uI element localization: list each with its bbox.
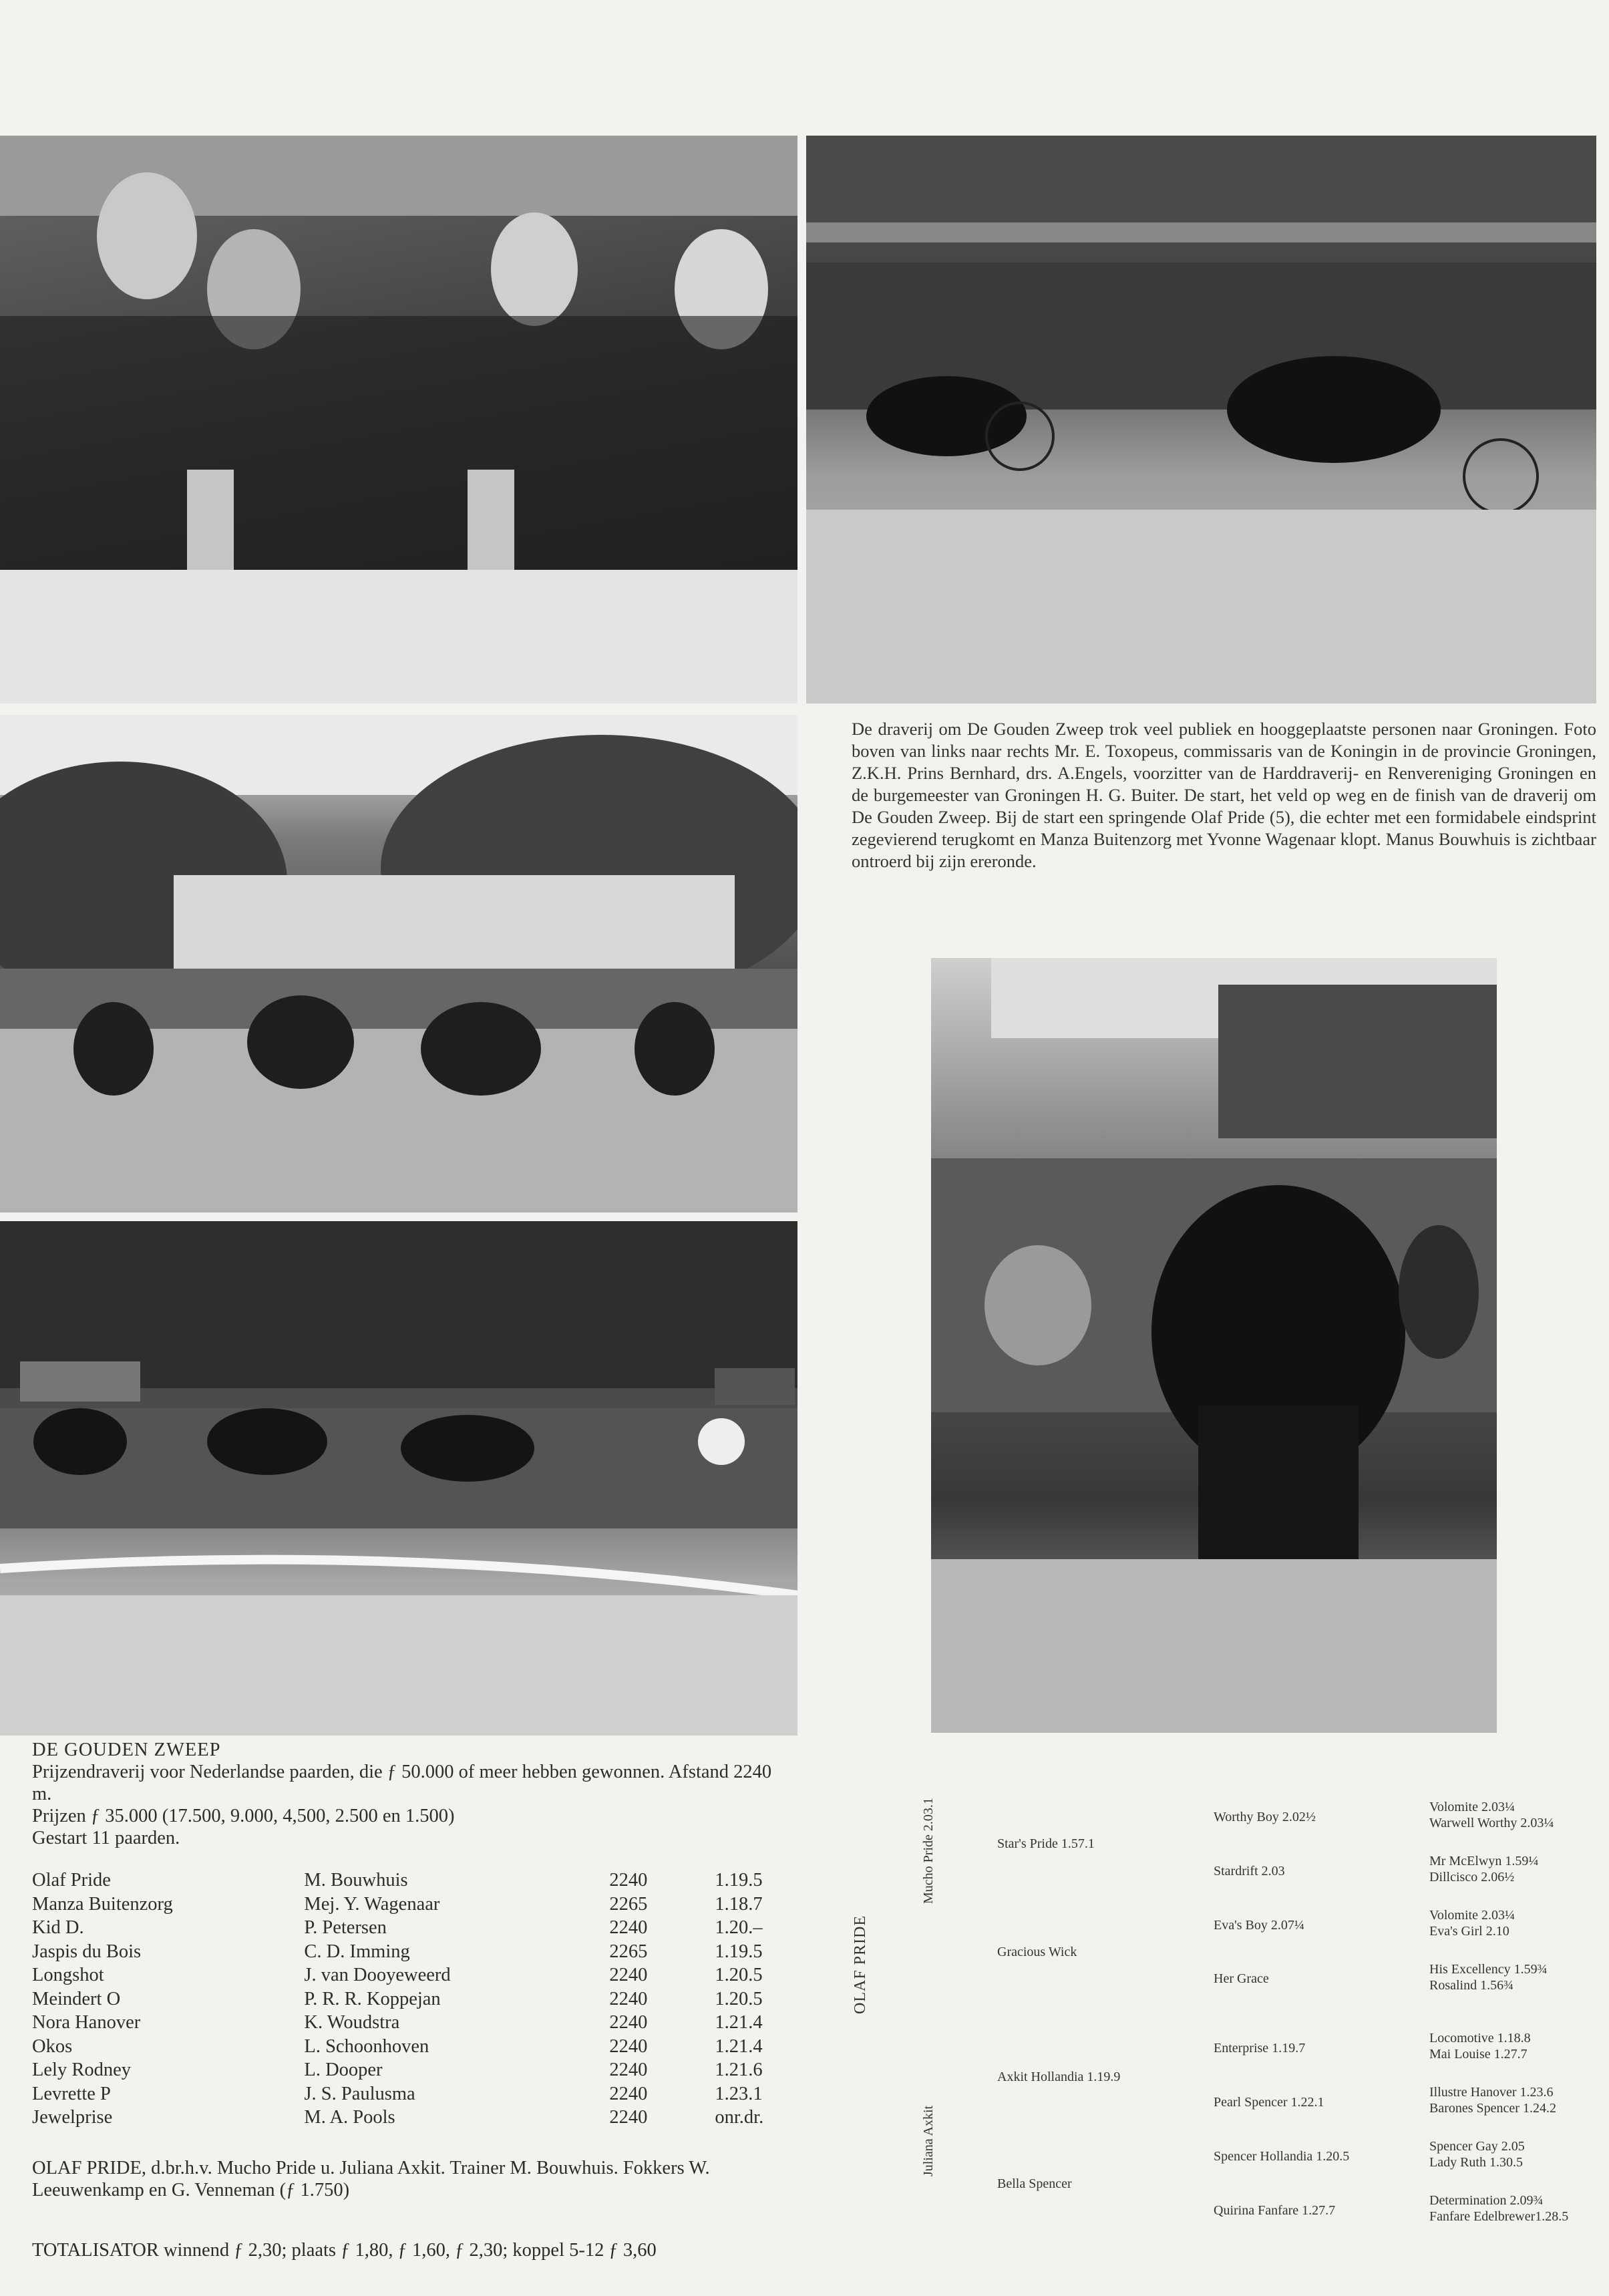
pedigree-gen2-4: Bella Spencer (997, 2176, 1072, 2191)
pedigree-gen3-2: Stardrift 2.03 (1214, 1864, 1285, 1878)
distance: 2240 (609, 2083, 648, 2104)
results-starters: Gestart 11 paarden. (32, 1828, 180, 1848)
distance: 2240 (609, 2012, 648, 2033)
photo-start-field (0, 715, 797, 1212)
pedigree-gen4-8-sire: Determination 2.09¾ (1429, 2193, 1544, 2208)
winner-illustration (931, 958, 1497, 1733)
driver-name: P. Petersen (304, 1917, 387, 1938)
table-row (32, 1917, 787, 1941)
pedigree-gen4-3-sire: Volomite 2.03¼ (1429, 1908, 1515, 1923)
pedigree-gen4-7 (1429, 2138, 1525, 2170)
time: 1.19.5 (715, 1870, 763, 1891)
distance: 2240 (609, 2107, 648, 2128)
results-table (32, 1869, 787, 2130)
pedigree-gen4-4 (1429, 1961, 1548, 1993)
table-row (32, 1893, 787, 1917)
photo-race-track (806, 136, 1596, 703)
table-row (32, 1869, 787, 1893)
table-row (32, 2083, 787, 2107)
field-on-way-illustration (0, 1221, 797, 1736)
pedigree-gen3-3: Eva's Boy 2.07¼ (1214, 1918, 1304, 1933)
distance: 2240 (609, 1870, 648, 1891)
pedigree-gen3-5: Enterprise 1.19.7 (1214, 2041, 1306, 2056)
distance: 2240 (609, 1917, 648, 1938)
pedigree-gen2-1: Star's Pride 1.57.1 (997, 1836, 1095, 1851)
pedigree-gen4-8-dam: Fanfare Edelbrewer1.28.5 (1429, 2209, 1569, 2224)
horse-name: Lely Rodney (32, 2060, 132, 2080)
results-footer: OLAF PRIDE, d.br.h.v. Mucho Pride u. Juliana Axkit. Trainer M. Bouwhuis. Fokkers W. Leeuwenkamp en G. Venneman (ƒ 1.750) (32, 2157, 710, 2200)
horse-name: Meindert O (32, 1988, 121, 2009)
results-prizes: Prijzen ƒ 35.000 (17.500, 9.000, 4,500, 2.500 en 1.500) (32, 1806, 455, 1826)
horse-name: Manza Buitenzorg (32, 1893, 173, 1915)
pedigree-gen4-1-dam: Warwell Worthy 2.03¼ (1429, 1816, 1554, 1830)
distance: 2240 (609, 1965, 648, 1985)
driver-name: P. R. R. Koppejan (304, 1988, 441, 2009)
horse-name: Longshot (32, 1965, 104, 1985)
pedigree-gen3-8: Quirina Fanfare 1.27.7 (1214, 2203, 1336, 2218)
pedigree-gen2-2: Gracious Wick (997, 1945, 1077, 1959)
driver-name: K. Woudstra (304, 2012, 400, 2033)
driver-name: J. van Dooyeweerd (304, 1965, 451, 1985)
horse-name: Jaspis du Bois (32, 1941, 142, 1962)
race-track-illustration (806, 136, 1596, 703)
horse-name: Olaf Pride (32, 1870, 111, 1891)
pedigree-gen3-1: Worthy Boy 2.02½ (1214, 1810, 1316, 1824)
photo-dignitaries (0, 136, 797, 703)
driver-name: J. S. Paulusma (304, 2083, 415, 2104)
pedigree-gen4-3 (1429, 1907, 1515, 1939)
pedigree-gen4-3-dam: Eva's Girl 2.10 (1429, 1924, 1509, 1939)
pedigree-sire: Mucho Pride 2.03.1 (921, 1798, 936, 1904)
driver-name: L. Dooper (304, 2060, 383, 2080)
time: 1.19.5 (715, 1941, 763, 1962)
pedigree-horse-name: OLAF PRIDE (852, 1915, 869, 2014)
pedigree-gen4-6-dam: Barones Spencer 1.24.2 (1429, 2101, 1556, 2116)
horse-name: Okos (32, 2035, 73, 2057)
race-results (32, 1739, 787, 2201)
driver-name: Mej. Y. Wagenaar (304, 1893, 440, 1915)
time: 1.21.4 (715, 2035, 763, 2057)
table-row (32, 2106, 787, 2130)
driver-name: L. Schoonhoven (304, 2035, 429, 2057)
pedigree-gen4-4-dam: Rosalind 1.56¾ (1429, 1978, 1514, 1993)
time: 1.20.– (715, 1917, 763, 1938)
table-row (32, 2011, 787, 2035)
pedigree-gen4-5 (1429, 2030, 1531, 2062)
pedigree-gen4-2-dam: Dillcisco 2.06½ (1429, 1870, 1515, 1884)
pedigree-gen2-3: Axkit Hollandia 1.19.9 (997, 2070, 1121, 2084)
pedigree-gen4-4-sire: His Excellency 1.59¾ (1429, 1962, 1548, 1977)
pedigree-gen4-6-sire: Illustre Hanover 1.23.6 (1429, 2085, 1554, 2100)
distance: 2240 (609, 2060, 648, 2080)
time: 1.20.5 (715, 1965, 763, 1985)
pedigree-gen4-1 (1429, 1799, 1554, 1831)
dignitaries-illustration (0, 136, 797, 703)
table-row (32, 2059, 787, 2083)
time: 1.21.6 (715, 2060, 763, 2080)
photo-winner (931, 958, 1497, 1733)
pedigree-dam: Juliana Axkit (921, 2105, 936, 2176)
driver-name: M. A. Pools (304, 2107, 395, 2128)
table-row (32, 1941, 787, 1965)
pedigree-gen4-5-sire: Locomotive 1.18.8 (1429, 2031, 1531, 2045)
time: onr.dr. (715, 2107, 764, 2128)
table-row (32, 1988, 787, 2012)
time: 1.21.4 (715, 2012, 763, 2033)
distance: 2265 (609, 1941, 648, 1962)
horse-name: Kid D. (32, 1917, 84, 1938)
pedigree-gen4-7-dam: Lady Ruth 1.30.5 (1429, 2155, 1523, 2170)
photo-field-on-way (0, 1221, 797, 1736)
table-row (32, 1964, 787, 1988)
pedigree-gen3-7: Spencer Hollandia 1.20.5 (1214, 2149, 1350, 2164)
horse-name: Nora Hanover (32, 2012, 141, 2033)
pedigree-gen3-4: Her Grace (1214, 1971, 1269, 1986)
results-title: DE GOUDEN ZWEEP (32, 1740, 221, 1760)
start-field-illustration (0, 715, 797, 1212)
pedigree-gen4-8 (1429, 2192, 1568, 2225)
distance: 2265 (609, 1893, 648, 1915)
horse-name: Jewelprise (32, 2107, 113, 2128)
table-row (32, 2035, 787, 2060)
distance: 2240 (609, 2035, 648, 2057)
pedigree-gen4-7-sire: Spencer Gay 2.05 (1429, 2139, 1525, 2154)
pedigree-gen4-5-dam: Mai Louise 1.27.7 (1429, 2047, 1528, 2062)
pedigree-gen4-2 (1429, 1853, 1538, 1885)
time: 1.18.7 (715, 1893, 763, 1915)
results-description: Prijzendraverij voor Nederlandse paarden, die ƒ 50.000 of meer hebben gewonnen. Afstand 2240 m. (32, 1762, 772, 1804)
pedigree-gen4-1-sire: Volomite 2.03¼ (1429, 1800, 1515, 1814)
pedigree-gen4-2-sire: Mr McElwyn 1.59¼ (1429, 1854, 1539, 1868)
pedigree-gen4-6 (1429, 2084, 1556, 2116)
horse-name: Levrette P (32, 2083, 111, 2104)
time: 1.20.5 (715, 1988, 763, 2009)
driver-name: C. D. Imming (304, 1941, 410, 1962)
distance: 2240 (609, 1988, 648, 2009)
driver-name: M. Bouwhuis (304, 1870, 408, 1891)
time: 1.23.1 (715, 2083, 763, 2104)
photo-caption: De draverij om De Gouden Zweep trok veel publiek en hooggeplaatste personen naar Groningen. Foto boven van links naar rechts Mr. E. Toxopeus, commissaris van de Koningin in de provincie Groningen, Z.K.H. Prins Bernhard, drs. A.Engels, voorzitter van de Harddraverij- en Renvereniging Groningen en de burgemeester van Groningen H. G. Buiter. De start, het veld op weg en de finish van de draverij om De Gouden Zweep. Bij de start een springende Olaf Pride (5), die echter met een formidabele eindsprint zegevierend terugkomt en Manza Buitenzorg met Yvonne Wagenaar klopt. Manus Bouwhuis is zichtbaar ontroerd bij zijn ereronde. (852, 719, 1596, 871)
totalisator-line: TOTALISATOR winnend ƒ 2,30; plaats ƒ 1,80, ƒ 1,60, ƒ 2,30; koppel 5-12 ƒ 3,60 (32, 2240, 657, 2261)
pedigree-gen3-6: Pearl Spencer 1.22.1 (1214, 2095, 1324, 2110)
